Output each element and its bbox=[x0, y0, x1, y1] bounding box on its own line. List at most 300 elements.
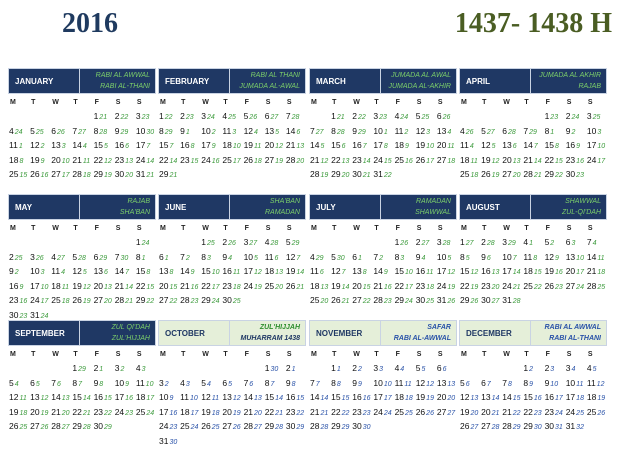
day-cell bbox=[158, 419, 179, 434]
day-cell bbox=[372, 250, 393, 265]
day-cell bbox=[544, 109, 565, 124]
hijri-day: 14 bbox=[341, 283, 350, 291]
gregorian-day: 31 bbox=[135, 169, 146, 179]
day-cell bbox=[264, 250, 285, 265]
hijri-day: 26 bbox=[40, 424, 49, 431]
hijri-day: 19 bbox=[254, 283, 262, 291]
empty-cell bbox=[29, 235, 50, 250]
day-cell bbox=[522, 264, 543, 279]
hijri-day: 1 bbox=[99, 366, 104, 373]
hijri-day: 7 bbox=[146, 143, 151, 150]
day-cell bbox=[179, 153, 200, 168]
gregorian-day: 16 bbox=[114, 140, 125, 150]
gregorian-day: 6 bbox=[565, 237, 571, 247]
day-cell bbox=[243, 109, 264, 124]
gregorian-day: 6 bbox=[352, 251, 358, 262]
hijri-day: 20 bbox=[61, 409, 70, 417]
gregorian-day: 13 bbox=[436, 377, 447, 388]
gregorian-day: 5 bbox=[415, 363, 421, 373]
weekday-label: F bbox=[94, 99, 99, 106]
day-cell bbox=[415, 361, 436, 376]
day-cell bbox=[285, 235, 306, 250]
month-name: DECEMBER bbox=[466, 328, 512, 338]
hijri-day: 23 bbox=[169, 424, 178, 431]
day-cell bbox=[264, 124, 285, 139]
hijri-day: 11 bbox=[82, 157, 91, 165]
gregorian-day: 18 bbox=[460, 154, 470, 165]
hijri-month-label: RAMADAN bbox=[264, 209, 300, 216]
hijri-day: 25 bbox=[228, 114, 236, 121]
day-cell bbox=[179, 390, 200, 405]
day-cell bbox=[8, 390, 29, 405]
hijri-months bbox=[530, 195, 606, 219]
hijri-day: 8 bbox=[169, 269, 174, 276]
day-cell bbox=[29, 124, 50, 139]
day-cell bbox=[200, 153, 221, 168]
gregorian-day: 2 bbox=[352, 363, 358, 373]
hijri-day: 26 bbox=[470, 298, 479, 305]
day-grid bbox=[459, 361, 607, 434]
hijri-day: 15 bbox=[296, 395, 305, 402]
weekday-label: S bbox=[566, 351, 572, 358]
gregorian-day: 5 bbox=[9, 377, 14, 388]
empty-cell bbox=[158, 235, 179, 250]
day-cell bbox=[480, 235, 501, 250]
gregorian-day: 11 bbox=[310, 266, 319, 276]
gregorian-day: 21 bbox=[523, 154, 533, 165]
weekday-label: M bbox=[461, 351, 467, 358]
day-cell bbox=[29, 405, 50, 420]
hijri-day: 23 bbox=[19, 312, 28, 320]
day-cell bbox=[501, 153, 522, 168]
gregorian-day: 4 bbox=[394, 111, 400, 121]
hijri-day: 21 bbox=[320, 409, 329, 417]
gregorian-day: 5 bbox=[331, 251, 336, 262]
gregorian-day: 24 bbox=[135, 154, 146, 165]
gregorian-day: 21 bbox=[502, 406, 512, 417]
day-cell bbox=[415, 250, 436, 265]
empty-cell bbox=[330, 235, 351, 250]
weekday-label: W bbox=[202, 99, 209, 106]
hijri-month-label: ZUL'HIJJAH bbox=[111, 335, 150, 342]
gregorian-day: 20 bbox=[481, 406, 491, 417]
day-cell bbox=[221, 250, 242, 265]
gregorian-day: 20 bbox=[51, 154, 61, 165]
gregorian-day: 9 bbox=[222, 251, 228, 262]
hijri-day: 12 bbox=[275, 143, 283, 150]
weekday-label: T bbox=[31, 351, 36, 358]
hijri-day: 4 bbox=[14, 380, 19, 388]
day-cell bbox=[50, 293, 71, 308]
hijri-day: 17 bbox=[383, 395, 392, 402]
day-cell bbox=[522, 376, 543, 391]
month-header bbox=[309, 320, 457, 346]
gregorian-day: 26 bbox=[30, 169, 40, 179]
hijri-months bbox=[229, 69, 305, 93]
hijri-day: 8 bbox=[190, 143, 195, 150]
day-cell bbox=[309, 153, 330, 168]
hijri-day: 31 bbox=[555, 424, 563, 431]
day-cell bbox=[50, 167, 71, 182]
day-cell bbox=[114, 390, 135, 405]
day-cell bbox=[372, 390, 393, 405]
day-cell bbox=[200, 293, 221, 308]
hijri-day: 23 bbox=[379, 114, 387, 121]
weekday-label: W bbox=[353, 351, 360, 358]
gregorian-day: 27 bbox=[159, 295, 169, 305]
gregorian-day: 14 bbox=[310, 392, 320, 402]
day-cell bbox=[135, 405, 156, 420]
hijri-day: 4 bbox=[469, 143, 474, 150]
hijri-day: 8 bbox=[383, 143, 388, 150]
day-cell bbox=[459, 264, 480, 279]
day-cell bbox=[135, 153, 156, 168]
hijri-day: 1 bbox=[550, 128, 555, 136]
gregorian-day: 8 bbox=[394, 251, 400, 262]
hijri-months bbox=[79, 321, 155, 345]
day-cell bbox=[501, 376, 522, 391]
day-cell bbox=[586, 138, 607, 153]
gregorian-day: 25 bbox=[310, 295, 320, 305]
empty-cell bbox=[71, 109, 92, 124]
gregorian-day: 26 bbox=[72, 295, 82, 305]
day-cell bbox=[330, 109, 351, 124]
hijri-day: 19 bbox=[447, 283, 456, 291]
hijri-day: 24 bbox=[383, 409, 392, 417]
month-october bbox=[158, 320, 306, 448]
day-cell bbox=[459, 153, 480, 168]
hijri-day: 13 bbox=[296, 143, 305, 150]
day-cell bbox=[544, 405, 565, 420]
day-cell bbox=[351, 153, 372, 168]
day-cell bbox=[330, 405, 351, 420]
day-cell bbox=[221, 279, 242, 294]
month-january bbox=[8, 68, 156, 182]
gregorian-day: 4 bbox=[394, 363, 400, 373]
day-cell bbox=[221, 235, 242, 250]
gregorian-day: 13 bbox=[565, 251, 576, 262]
month-header bbox=[158, 194, 306, 220]
day-cell bbox=[8, 167, 29, 182]
day-cell bbox=[436, 235, 457, 250]
day-cell bbox=[480, 124, 501, 139]
day-cell bbox=[135, 264, 156, 279]
hijri-month-label: JUMADA AL-AKHIR bbox=[388, 83, 451, 90]
day-cell bbox=[179, 250, 200, 265]
gregorian-day: 24 bbox=[502, 280, 512, 291]
hijri-day: 11 bbox=[597, 254, 605, 262]
hijri-day: 29 bbox=[120, 128, 129, 136]
day-cell bbox=[586, 235, 607, 250]
day-cell bbox=[436, 138, 457, 153]
weekday-label: S bbox=[587, 351, 593, 358]
hijri-day: 12 bbox=[40, 395, 49, 402]
gregorian-day: 21 bbox=[114, 280, 125, 291]
day-cell bbox=[522, 361, 543, 376]
hijri-day: 20 bbox=[447, 395, 456, 402]
hijri-day: 11 bbox=[576, 380, 584, 388]
day-cell bbox=[330, 293, 351, 308]
hijri-day: 7 bbox=[315, 380, 320, 388]
gregorian-day: 28 bbox=[180, 295, 190, 305]
day-cell bbox=[586, 264, 607, 279]
hijri-day: 9 bbox=[555, 254, 559, 262]
day-cell bbox=[114, 138, 135, 153]
day-cell bbox=[480, 293, 501, 308]
day-cell bbox=[565, 124, 586, 139]
gregorian-day: 11 bbox=[586, 377, 596, 388]
day-cell bbox=[93, 419, 114, 434]
empty-cell bbox=[8, 235, 29, 250]
hijri-day: 19 bbox=[104, 172, 112, 179]
day-cell bbox=[264, 405, 285, 420]
weekday-label: S bbox=[286, 351, 292, 358]
gregorian-day: 10 bbox=[586, 125, 597, 136]
hijri-day: 17 bbox=[426, 157, 434, 165]
hijri-day: 2 bbox=[571, 128, 576, 136]
hijri-day: 16 bbox=[169, 409, 178, 417]
gregorian-day: 15 bbox=[72, 392, 82, 402]
gregorian-day: 21 bbox=[72, 154, 82, 165]
day-cell bbox=[93, 293, 114, 308]
hijri-day: 26 bbox=[442, 114, 451, 121]
hijri-month-label: JUMADA AL AKHIR bbox=[539, 72, 601, 79]
hijri-day: 6 bbox=[249, 380, 254, 388]
weekday-label: F bbox=[395, 99, 400, 106]
weekday-label: T bbox=[482, 351, 487, 358]
day-cell bbox=[135, 235, 156, 250]
hijri-day: 17 bbox=[190, 409, 199, 417]
hijri-day: 18 bbox=[447, 157, 456, 165]
day-cell bbox=[351, 138, 372, 153]
hijri-day: 3 bbox=[571, 240, 576, 247]
gregorian-day: 9 bbox=[9, 266, 14, 276]
gregorian-day: 10 bbox=[373, 125, 383, 136]
day-cell bbox=[586, 279, 607, 294]
day-cell bbox=[544, 138, 565, 153]
hijri-day: 21 bbox=[336, 114, 345, 121]
hijri-day: 21 bbox=[512, 283, 521, 291]
weekday-label: F bbox=[395, 351, 400, 358]
hijri-day: 1 bbox=[18, 143, 23, 150]
gregorian-day: 23 bbox=[222, 280, 232, 291]
gregorian-day: 1 bbox=[93, 111, 99, 121]
hijri-months bbox=[79, 195, 155, 219]
day-cell bbox=[394, 235, 415, 250]
hijri-day: 18 bbox=[211, 409, 220, 417]
day-cell bbox=[71, 293, 92, 308]
day-cell bbox=[135, 390, 156, 405]
gregorian-day: 24 bbox=[159, 421, 169, 431]
day-cell bbox=[522, 250, 543, 265]
gregorian-day: 10 bbox=[201, 125, 211, 136]
gregorian-day: 14 bbox=[114, 266, 125, 276]
hijri-month-label: MUHARRAM 1438 bbox=[240, 335, 300, 342]
hijri-day: 28 bbox=[491, 424, 500, 431]
gregorian-day: 18 bbox=[523, 266, 533, 276]
gregorian-day: 27 bbox=[222, 421, 232, 431]
day-cell bbox=[264, 138, 285, 153]
day-cell bbox=[200, 405, 221, 420]
hijri-day: 28 bbox=[291, 114, 300, 121]
day-cell bbox=[243, 235, 264, 250]
hijri-day: 16 bbox=[405, 157, 413, 165]
hijri-day: 28 bbox=[512, 298, 521, 305]
gregorian-day: 13 bbox=[481, 392, 491, 402]
day-cell bbox=[372, 293, 393, 308]
gregorian-day: 20 bbox=[30, 406, 40, 417]
hijri-day: 6 bbox=[512, 143, 517, 150]
weekday-label: T bbox=[482, 225, 487, 232]
month-name: FEBRUARY bbox=[165, 76, 210, 86]
day-cell bbox=[436, 264, 457, 279]
hijri-day: 7 bbox=[533, 143, 538, 150]
gregorian-day: 17 bbox=[436, 266, 447, 276]
hijri-month-label: RAJAB bbox=[578, 83, 601, 90]
hijri-day: 25 bbox=[421, 114, 430, 121]
month-name: SEPTEMBER bbox=[15, 328, 65, 338]
weekday-header bbox=[309, 222, 457, 235]
gregorian-day: 31 bbox=[436, 295, 447, 305]
hijri-day: 13 bbox=[61, 395, 70, 402]
hijri-day: 24 bbox=[146, 409, 155, 417]
day-cell bbox=[93, 124, 114, 139]
day-cell bbox=[436, 361, 457, 376]
gregorian-day: 16 bbox=[481, 266, 491, 276]
hijri-day: 6 bbox=[442, 366, 447, 373]
gregorian-day: 16 bbox=[222, 266, 232, 276]
hijri-day: 10 bbox=[383, 380, 392, 388]
gregorian-day: 16 bbox=[352, 392, 362, 402]
hijri-day: 26 bbox=[35, 254, 44, 262]
hijri-day: 13 bbox=[254, 395, 262, 402]
gregorian-day: 16 bbox=[93, 392, 104, 402]
gregorian-day: 31 bbox=[373, 169, 383, 179]
gregorian-day: 6 bbox=[436, 363, 442, 373]
month-header bbox=[8, 68, 156, 94]
gregorian-day: 2 bbox=[9, 251, 14, 262]
empty-cell bbox=[309, 361, 330, 376]
weekday-label: T bbox=[73, 225, 78, 232]
gregorian-day: 22 bbox=[544, 154, 555, 165]
gregorian-day: 12 bbox=[415, 125, 426, 136]
hijri-day: 15 bbox=[362, 283, 371, 291]
gregorian-day: 25 bbox=[394, 406, 405, 417]
day-cell bbox=[285, 153, 306, 168]
hijri-day: 27 bbox=[491, 298, 500, 305]
gregorian-day: 22 bbox=[159, 154, 169, 165]
month-header bbox=[158, 68, 306, 94]
gregorian-day: 22 bbox=[93, 154, 104, 165]
gregorian-day: 3 bbox=[373, 363, 379, 373]
hijri-day: 2 bbox=[211, 128, 216, 136]
hijri-day: 24 bbox=[571, 114, 580, 121]
gregorian-day: 24 bbox=[373, 154, 383, 165]
day-cell bbox=[480, 167, 501, 182]
hijri-day: 18 bbox=[61, 298, 70, 305]
gregorian-day: 11 bbox=[9, 140, 18, 150]
day-cell bbox=[114, 361, 135, 376]
hijri-day: 1 bbox=[336, 366, 341, 373]
day-cell bbox=[309, 138, 330, 153]
day-cell bbox=[93, 376, 114, 391]
weekday-label: W bbox=[202, 225, 209, 232]
gregorian-day: 26 bbox=[331, 295, 341, 305]
day-cell bbox=[394, 109, 415, 124]
day-cell bbox=[480, 390, 501, 405]
hijri-day: 29 bbox=[315, 254, 324, 262]
day-cell bbox=[200, 376, 221, 391]
hijri-day: 2 bbox=[529, 366, 534, 373]
hijri-day: 7 bbox=[270, 380, 275, 388]
gregorian-day: 1 bbox=[544, 111, 550, 121]
month-header bbox=[459, 68, 607, 94]
gregorian-day: 15 bbox=[159, 140, 169, 150]
hijri-day: 9 bbox=[529, 380, 534, 388]
gregorian-day: 25 bbox=[460, 169, 470, 179]
day-cell bbox=[436, 390, 457, 405]
gregorian-day: 7 bbox=[285, 111, 291, 121]
gregorian-day: 25 bbox=[222, 154, 232, 165]
hijri-day: 3 bbox=[207, 254, 211, 262]
gregorian-day: 24 bbox=[30, 295, 40, 305]
hijri-month-label: RABI AL AWWAL bbox=[95, 72, 150, 79]
hijri-day: 17 bbox=[211, 283, 220, 291]
gregorian-day: 25 bbox=[51, 295, 61, 305]
hijri-day: 5 bbox=[465, 254, 470, 262]
gregorian-day: 29 bbox=[135, 295, 146, 305]
hijri-day: 1 bbox=[529, 240, 534, 247]
gregorian-day: 11 bbox=[264, 251, 274, 262]
day-cell bbox=[351, 405, 372, 420]
hijri-day: 16 bbox=[383, 283, 392, 291]
day-cell bbox=[330, 279, 351, 294]
hijri-day: 14 bbox=[491, 395, 500, 402]
gregorian-day: 17 bbox=[159, 406, 169, 417]
gregorian-day: 26 bbox=[460, 421, 470, 431]
gregorian-day: 19 bbox=[544, 266, 555, 276]
day-cell bbox=[565, 235, 586, 250]
hijri-day: 7 bbox=[486, 380, 491, 388]
day-cell bbox=[135, 138, 156, 153]
weekday-label: M bbox=[160, 225, 166, 232]
gregorian-day: 29 bbox=[394, 295, 405, 305]
gregorian-day: 29 bbox=[264, 421, 275, 431]
gregorian-day: 11 bbox=[394, 377, 404, 388]
hijri-day: 13 bbox=[491, 269, 500, 276]
hijri-day: 5 bbox=[228, 380, 233, 388]
day-cell bbox=[93, 279, 114, 294]
day-grid bbox=[309, 361, 457, 434]
gregorian-day: 24 bbox=[436, 280, 447, 291]
hijri-day: 4 bbox=[254, 128, 258, 136]
weekday-header bbox=[158, 96, 306, 109]
gregorian-day: 19 bbox=[481, 154, 491, 165]
hijri-month-label: ZUL'HIJJAH bbox=[259, 324, 300, 331]
gregorian-day: 26 bbox=[415, 406, 426, 417]
gregorian-day: 19 bbox=[72, 280, 82, 291]
hijri-day: 29 bbox=[99, 254, 108, 262]
hijri-day: 18 bbox=[254, 157, 262, 165]
hijri-day: 27 bbox=[315, 128, 324, 136]
hijri-day: 28 bbox=[486, 240, 495, 247]
hijri-day: 11 bbox=[254, 143, 262, 150]
day-cell bbox=[93, 361, 114, 376]
day-cell bbox=[264, 153, 285, 168]
hijri-day: 12 bbox=[447, 269, 456, 276]
day-cell bbox=[93, 405, 114, 420]
gregorian-day: 16 bbox=[352, 140, 362, 150]
